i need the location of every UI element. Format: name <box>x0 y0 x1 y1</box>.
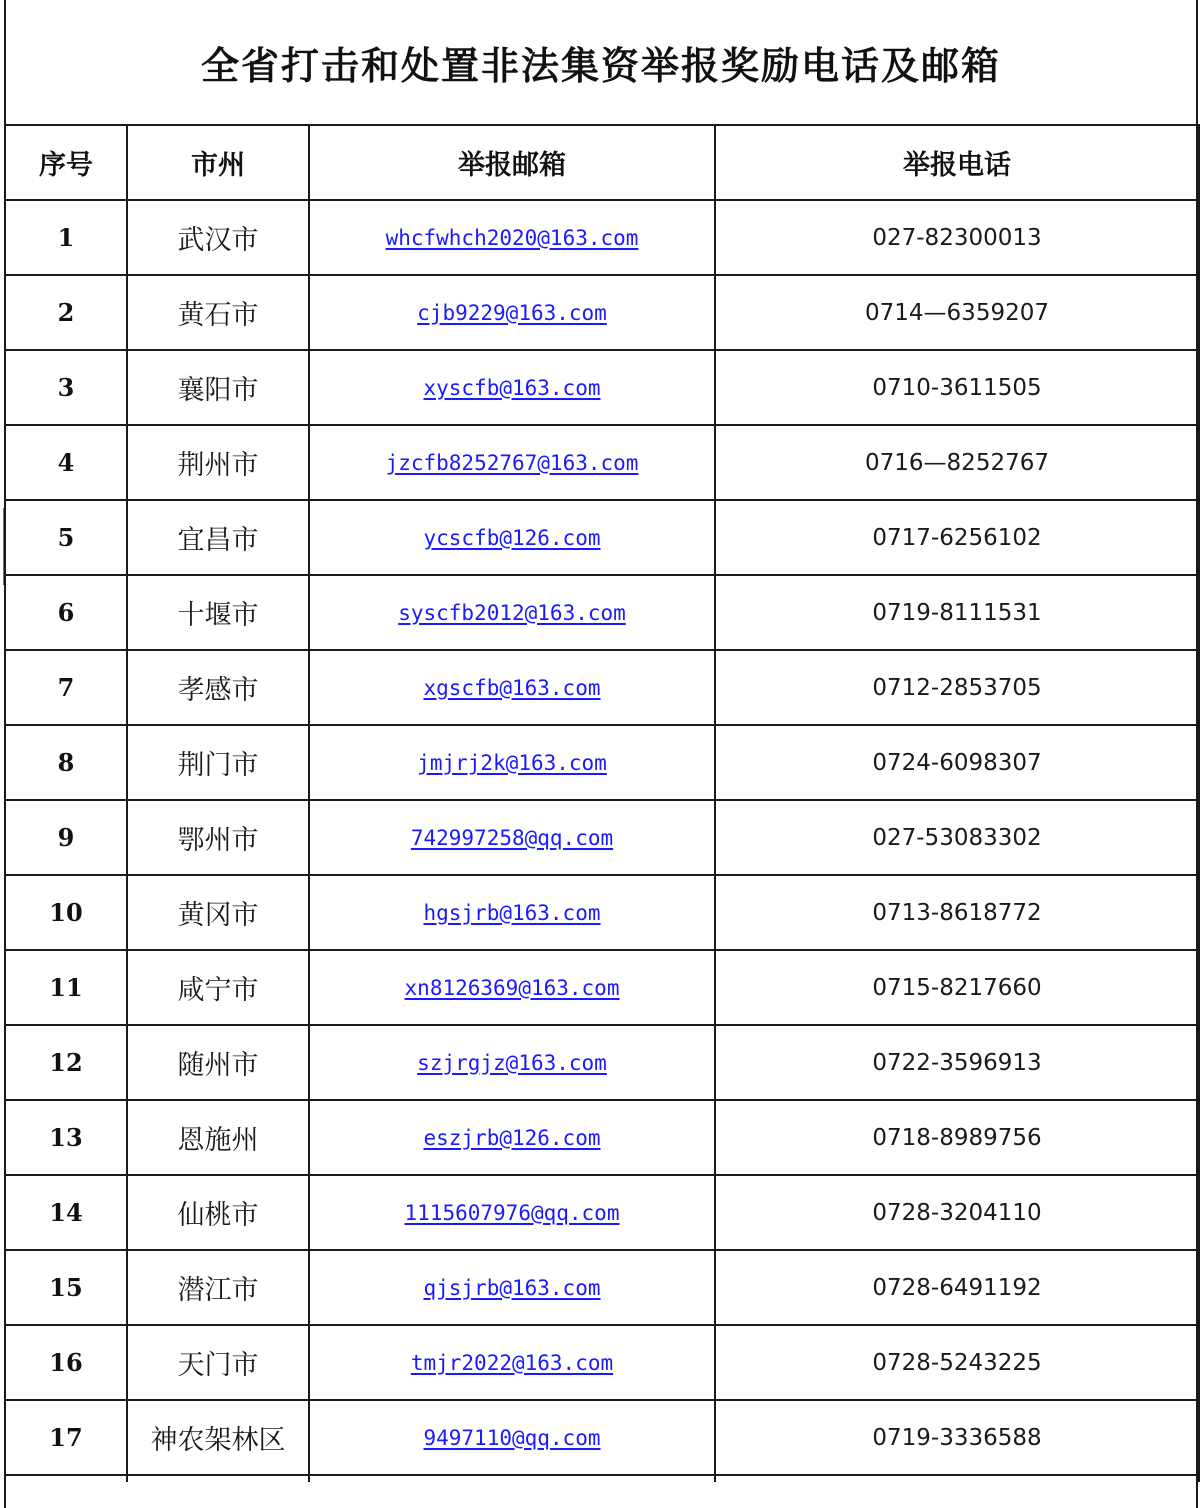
email-cell[interactable] <box>309 200 715 275</box>
email-cell[interactable] <box>309 500 715 575</box>
email-link[interactable]: jzcfb8252767@163.com <box>385 450 639 475</box>
row-number-cell[interactable]: 8 <box>5 725 127 800</box>
phone-cell[interactable]: 0728-6491192 <box>715 1250 1199 1325</box>
city-cell[interactable]: 仙桃市 <box>127 1175 309 1250</box>
email-cell[interactable] <box>309 425 715 500</box>
row-number-cell[interactable]: 4 <box>5 425 127 500</box>
phone-cell[interactable]: 0713-8618772 <box>715 875 1199 950</box>
email-cell[interactable] <box>309 800 715 875</box>
table-body <box>5 200 1199 1482</box>
email-cell[interactable] <box>309 1325 715 1400</box>
table-row <box>5 1400 1199 1475</box>
city-cell[interactable]: 鄂州市 <box>127 800 309 875</box>
table-row <box>5 1175 1199 1250</box>
empty-cell[interactable] <box>309 1475 715 1482</box>
table-row <box>5 200 1199 275</box>
header-row <box>5 125 1199 200</box>
email-cell[interactable] <box>309 725 715 800</box>
page-title: 全省打击和处置非法集资举报奖励电话及邮箱 <box>200 43 1001 88</box>
row-number-cell[interactable]: 15 <box>5 1250 127 1325</box>
city-cell[interactable]: 荆州市 <box>127 425 309 500</box>
phone-cell[interactable]: 0728-3204110 <box>715 1175 1199 1250</box>
city-cell[interactable]: 荆门市 <box>127 725 309 800</box>
email-link[interactable]: xgscfb@163.com <box>423 675 601 700</box>
email-cell[interactable] <box>309 350 715 425</box>
city-cell[interactable]: 十堰市 <box>127 575 309 650</box>
header-city[interactable]: 市州 <box>127 125 309 200</box>
report-table <box>4 124 1200 1482</box>
row-number-cell[interactable]: 9 <box>5 800 127 875</box>
phone-cell[interactable]: 0719-8111531 <box>715 575 1199 650</box>
phone-cell[interactable]: 0712-2853705 <box>715 650 1199 725</box>
table-row <box>5 875 1199 950</box>
email-link[interactable]: eszjrb@126.com <box>423 1125 601 1150</box>
phone-cell[interactable]: 0710-3611505 <box>715 350 1199 425</box>
email-cell[interactable] <box>309 575 715 650</box>
email-link[interactable]: whcfwhch2020@163.com <box>385 225 639 250</box>
table-row <box>5 650 1199 725</box>
empty-cell[interactable] <box>715 1475 1199 1482</box>
phone-cell[interactable]: 0719-3336588 <box>715 1400 1199 1475</box>
phone-cell[interactable]: 0718-8989756 <box>715 1100 1199 1175</box>
email-link[interactable]: qjsjrb@163.com <box>423 1275 601 1300</box>
row-number-cell[interactable]: 13 <box>5 1100 127 1175</box>
city-cell[interactable]: 恩施州 <box>127 1100 309 1175</box>
row-number-cell[interactable]: 7 <box>5 650 127 725</box>
phone-cell[interactable]: 027-53083302 <box>715 800 1199 875</box>
row-number-cell[interactable]: 11 <box>5 950 127 1025</box>
phone-cell[interactable]: 0716—8252767 <box>715 425 1199 500</box>
city-cell[interactable]: 黄石市 <box>127 275 309 350</box>
city-cell[interactable]: 武汉市 <box>127 200 309 275</box>
email-link[interactable]: cjb9229@163.com <box>417 300 607 325</box>
phone-cell[interactable]: 0724-6098307 <box>715 725 1199 800</box>
email-cell[interactable] <box>309 1100 715 1175</box>
city-cell[interactable]: 潜江市 <box>127 1250 309 1325</box>
email-cell[interactable] <box>309 1025 715 1100</box>
row-number-cell[interactable]: 17 <box>5 1400 127 1475</box>
email-link[interactable]: 1115607976@qq.com <box>404 1200 620 1225</box>
table-row <box>5 350 1199 425</box>
phone-cell[interactable]: 0728-5243225 <box>715 1325 1199 1400</box>
empty-cell[interactable] <box>5 1475 127 1482</box>
row-number-cell[interactable]: 14 <box>5 1175 127 1250</box>
email-cell[interactable] <box>309 950 715 1025</box>
city-cell[interactable]: 宜昌市 <box>127 500 309 575</box>
header-no[interactable]: 序号 <box>5 125 127 200</box>
table-row <box>5 425 1199 500</box>
email-cell[interactable] <box>309 1250 715 1325</box>
city-cell[interactable]: 孝感市 <box>127 650 309 725</box>
email-cell[interactable] <box>309 275 715 350</box>
table-row <box>5 575 1199 650</box>
city-cell[interactable]: 咸宁市 <box>127 950 309 1025</box>
email-link[interactable]: 9497110@qq.com <box>423 1425 601 1450</box>
header-email[interactable]: 举报邮箱 <box>309 125 715 200</box>
email-link[interactable]: szjrgjz@163.com <box>417 1050 607 1075</box>
row-number-cell[interactable]: 1 <box>5 200 127 275</box>
partial-row <box>5 1475 1199 1482</box>
email-cell[interactable] <box>309 1400 715 1475</box>
row-number-cell[interactable]: 6 <box>5 575 127 650</box>
email-link[interactable]: ycscfb@126.com <box>423 525 601 550</box>
table-row <box>5 1025 1199 1100</box>
row-number-cell[interactable]: 12 <box>5 1025 127 1100</box>
phone-cell[interactable]: 0722-3596913 <box>715 1025 1199 1100</box>
row-number-cell[interactable]: 5 <box>5 500 127 575</box>
header-phone[interactable]: 举报电话 <box>715 125 1199 200</box>
table-row <box>5 500 1199 575</box>
table-row <box>5 950 1199 1025</box>
email-cell[interactable] <box>309 650 715 725</box>
phone-cell[interactable]: 027-82300013 <box>715 200 1199 275</box>
email-cell[interactable] <box>309 875 715 950</box>
table-row <box>5 1100 1199 1175</box>
email-link[interactable]: tmjr2022@163.com <box>410 1350 614 1375</box>
city-cell[interactable]: 天门市 <box>127 1325 309 1400</box>
city-cell[interactable]: 黄冈市 <box>127 875 309 950</box>
email-link[interactable]: xyscfb@163.com <box>423 375 601 400</box>
row-number-cell[interactable]: 3 <box>5 350 127 425</box>
city-cell[interactable]: 随州市 <box>127 1025 309 1100</box>
email-link[interactable]: jmjrj2k@163.com <box>417 750 607 775</box>
row-number-cell[interactable]: 2 <box>5 275 127 350</box>
city-cell[interactable]: 襄阳市 <box>127 350 309 425</box>
table-row <box>5 1250 1199 1325</box>
table-row <box>5 275 1199 350</box>
email-link[interactable]: xn8126369@163.com <box>404 975 620 1000</box>
table-row <box>5 1325 1199 1400</box>
phone-cell[interactable]: 0714—6359207 <box>715 275 1199 350</box>
city-cell[interactable]: 神农架林区 <box>127 1400 309 1475</box>
table-row <box>5 725 1199 800</box>
row-number-cell[interactable]: 16 <box>5 1325 127 1400</box>
email-link[interactable]: hgsjrb@163.com <box>423 900 601 925</box>
phone-cell[interactable]: 0715-8217660 <box>715 950 1199 1025</box>
row-number-cell[interactable]: 10 <box>5 875 127 950</box>
email-link[interactable]: 742997258@qq.com <box>410 825 614 850</box>
email-cell[interactable] <box>309 1175 715 1250</box>
empty-cell[interactable] <box>127 1475 309 1482</box>
phone-cell[interactable]: 0717-6256102 <box>715 500 1199 575</box>
email-link[interactable]: syscfb2012@163.com <box>398 600 626 625</box>
title-cell[interactable] <box>6 0 1196 125</box>
table-row <box>5 800 1199 875</box>
